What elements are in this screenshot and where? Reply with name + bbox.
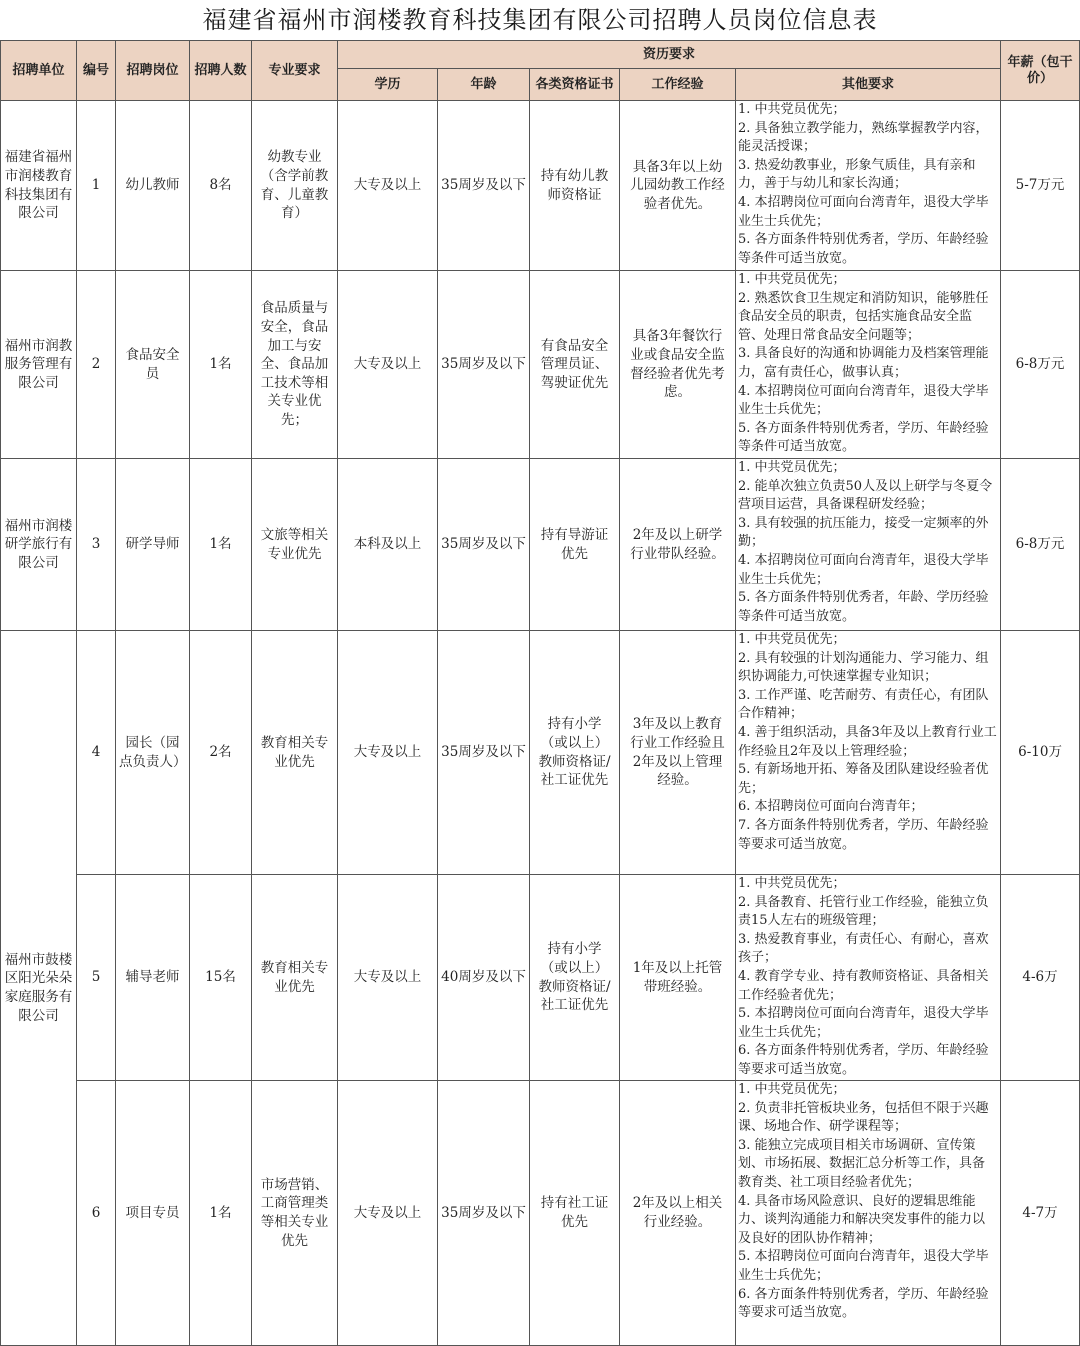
header-experience: 工作经验: [620, 69, 736, 101]
cell-certificate: 有食品安全管理员证、驾驶证优先: [530, 271, 620, 459]
cell-num: 1: [77, 101, 116, 271]
cell-position: 研学导师: [116, 459, 190, 631]
requirement-line: 4. 本招聘岗位可面向台湾青年，退役大学毕业生士兵优先；: [738, 383, 989, 418]
requirement-line: 6. 各方面条件特别优秀者，学历、年龄经验等要求可适当放宽。: [738, 1043, 989, 1077]
header-count: 招聘人数: [190, 41, 252, 101]
page-title: 福建省福州市润楼教育科技集团有限公司招聘人员岗位信息表: [202, 6, 878, 34]
cell-age: 35周岁及以下: [438, 101, 530, 271]
cell-count: 1名: [190, 459, 252, 631]
cell-age: 35周岁及以下: [438, 459, 530, 631]
requirement-line: 2. 具有较强的计划沟通能力、学习能力、组织协调能力,可快速掌握专业知识；: [738, 650, 989, 685]
table-row: [1, 271, 1080, 459]
cell-count: 8名: [190, 101, 252, 271]
requirement-line: 1. 中共党员优先；: [738, 460, 846, 475]
cell-count: 1名: [190, 271, 252, 459]
cell-salary: 5-7万元: [1001, 101, 1080, 271]
requirement-line: 2. 负责非托管板块业务，包括但不限于兴趣课、场地合作、研学课程等；: [738, 1100, 989, 1135]
requirement-line: 1. 中共党员优先；: [738, 102, 846, 117]
requirement-line: 6. 各方面条件特别优秀者，学历、年龄经验等要求可适当放宽。: [738, 1286, 989, 1321]
header-qualification-group: 资历要求: [338, 41, 1001, 69]
requirement-line: 3. 能独立完成项目相关市场调研、宣传策划、市场拓展、数据汇总分析等工作，具备教育类、社工项目经验者优先；: [738, 1137, 986, 1190]
cell-position: 辅导老师: [116, 875, 190, 1081]
header-num: 编号: [77, 41, 116, 101]
cell-salary: 6-10万: [1001, 631, 1080, 875]
cell-certificate: 持有小学（或以上）教师资格证/社工证优先: [530, 631, 620, 875]
requirement-line: 5. 各方面条件特别优秀者，学历、年龄经验等条件可适当放宽。: [738, 420, 989, 455]
cell-major: 幼教专业（含学前教育、儿童教育）: [252, 101, 338, 271]
cell-major: 教育相关专业优先: [252, 631, 338, 875]
cell-num: 5: [77, 875, 116, 1081]
cell-num: 4: [77, 631, 116, 875]
cell-other: [736, 101, 1001, 271]
cell-major: 文旅等相关专业优先: [252, 459, 338, 631]
requirement-line: 5. 各方面条件特别优秀者，学历、年龄经验等条件可适当放宽。: [738, 232, 989, 266]
cell-count: 15名: [190, 875, 252, 1081]
requirement-line: 4. 具备市场风险意识、良好的逻辑思维能力、谈判沟通能力和解决突发事件的能力以及良好的团队协作精神；: [738, 1193, 986, 1246]
table-row: [1, 101, 1080, 271]
cell-salary: 6-8万元: [1001, 271, 1080, 459]
cell-education: 大专及以上: [338, 101, 438, 271]
requirement-line: 4. 教育学专业、持有教师资格证、具备相关工作经验者优先；: [738, 968, 989, 1003]
cell-major: 市场营销、工商管理类等相关专业优先: [252, 1081, 338, 1346]
recruitment-table: [0, 40, 1080, 1346]
cell-education: 大专及以上: [338, 631, 438, 875]
cell-position: 幼儿教师: [116, 101, 190, 271]
requirement-line: 1. 中共党员优先；: [738, 632, 846, 647]
cell-major: 食品质量与安全，食品加工与安全、食品加工技术等相关专业优先；: [252, 271, 338, 459]
cell-experience: 3年及以上教育行业工作经验且2年及以上管理经验。: [620, 631, 736, 875]
cell-position: 园长（园点负责人）: [116, 631, 190, 875]
cell-education: 大专及以上: [338, 271, 438, 459]
requirement-line: 6. 本招聘岗位可面向台湾青年；: [738, 799, 924, 815]
cell-unit: 福州市润教服务管理有限公司: [1, 271, 77, 459]
cell-salary: 4-7万: [1001, 1081, 1080, 1346]
cell-age: 35周岁及以下: [438, 1081, 530, 1346]
requirement-line: 2. 熟悉饮食卫生规定和消防知识，能够胜任食品安全员的职责，包括实施食品安全监管、处理日常食品安全问题等；: [738, 290, 989, 343]
cell-certificate: 持有社工证优先: [530, 1081, 620, 1346]
cell-salary: 4-6万: [1001, 875, 1080, 1081]
requirement-line: 2. 能单次独立负责50人及以上研学与冬夏令营项目运营，具备课程研发经验；: [738, 478, 993, 513]
cell-position: 项目专员: [116, 1081, 190, 1346]
cell-age: 40周岁及以下: [438, 875, 530, 1081]
requirement-line: 7. 各方面条件特别优秀者，学历、年龄经验等要求可适当放宽。: [738, 817, 989, 852]
header-other: 其他要求: [736, 69, 1001, 101]
requirement-line: 2. 具备独立教学能力，熟练掌握教学内容，能灵活授课；: [738, 120, 989, 155]
cell-certificate: 持有幼儿教师资格证: [530, 101, 620, 271]
cell-education: 大专及以上: [338, 875, 438, 1081]
requirement-line: 1. 中共党员优先；: [738, 1082, 846, 1097]
requirement-line: 3. 具有较强的抗压能力，接受一定频率的外勤；: [738, 515, 989, 550]
cell-experience: 2年及以上相关行业经验。: [620, 1081, 736, 1346]
header-unit: 招聘单位: [1, 41, 77, 101]
cell-other: [736, 631, 1001, 875]
requirement-line: 4. 善于组织活动，具备3年及以上教育行业工作经验且2年及以上管理经验；: [738, 724, 997, 759]
cell-education: 大专及以上: [338, 1081, 438, 1346]
table-row: [1, 631, 1080, 875]
header-position: 招聘岗位: [116, 41, 190, 101]
table-row: [1, 1081, 1080, 1346]
requirement-line: 1. 中共党员优先；: [738, 272, 846, 287]
cell-count: 2名: [190, 631, 252, 875]
cell-certificate: 持有小学（或以上）教师资格证/社工证优先: [530, 875, 620, 1081]
requirement-line: 3. 热爱教育事业，有责任心、有耐心，喜欢孩子；: [738, 931, 989, 966]
cell-unit: 福州市鼓楼区阳光朵朵家庭服务有限公司: [1, 631, 77, 1346]
requirement-line: 1. 中共党员优先；: [738, 876, 846, 891]
cell-age: 35周岁及以下: [438, 271, 530, 459]
cell-position: 食品安全员: [116, 271, 190, 459]
cell-other: [736, 875, 1001, 1081]
requirement-line: 3. 热爱幼教事业，形象气质佳，具有亲和力，善于与幼儿和家长沟通；: [738, 157, 976, 192]
cell-unit: 福州市润楼研学旅行有限公司: [1, 459, 77, 631]
cell-certificate: 持有导游证优先: [530, 459, 620, 631]
cell-education: 本科及以上: [338, 459, 438, 631]
requirement-line: 4. 本招聘岗位可面向台湾青年，退役大学毕业生士兵优先；: [738, 552, 989, 587]
cell-num: 6: [77, 1081, 116, 1346]
cell-num: 3: [77, 459, 116, 631]
header-major: 专业要求: [252, 41, 338, 101]
cell-other: [736, 1081, 1001, 1346]
requirement-line: 3. 具备良好的沟通和协调能力及档案管理能力，富有责任心，做事认真；: [738, 346, 989, 380]
cell-age: 35周岁及以下: [438, 631, 530, 875]
cell-salary: 6-8万元: [1001, 459, 1080, 631]
table-row: [1, 459, 1080, 631]
requirement-line: 3. 工作严谨、吃苦耐劳、有责任心，有团队合作精神；: [738, 687, 989, 722]
cell-experience: 具备3年餐饮行业或食品安全监督经验者优先考虑。: [620, 271, 736, 459]
requirement-line: 4. 本招聘岗位可面向台湾青年，退役大学毕业生士兵优先；: [738, 194, 989, 229]
cell-other: [736, 271, 1001, 459]
header-age: 年龄: [438, 69, 530, 101]
requirement-line: 5. 本招聘岗位可面向台湾青年，退役大学毕业生士兵优先；: [738, 1249, 989, 1283]
requirement-line: 5. 有新场地开拓、筹备及团队建设经验者优先；: [738, 762, 989, 796]
requirement-line: 5. 本招聘岗位可面向台湾青年，退役大学毕业生士兵优先；: [738, 1006, 989, 1040]
cell-experience: 1年及以上托管带班经验。: [620, 875, 736, 1081]
table-body: [1, 101, 1080, 1346]
requirement-line: 5. 各方面条件特别优秀者，年龄、学历经验等条件可适当放宽。: [738, 590, 989, 624]
cell-other: [736, 459, 1001, 631]
table-row: [1, 875, 1080, 1081]
header-salary: 年薪（包干价）: [1001, 41, 1080, 101]
cell-experience: 具备3年以上幼儿园幼教工作经验者优先。: [620, 101, 736, 271]
requirement-line: 2. 具备教育、托管行业工作经验，能独立负责15人左右的班级管理；: [738, 894, 989, 929]
header-education: 学历: [338, 69, 438, 101]
cell-major: 教育相关专业优先: [252, 875, 338, 1081]
cell-count: 1名: [190, 1081, 252, 1346]
cell-experience: 2年及以上研学行业带队经验。: [620, 459, 736, 631]
cell-unit: 福建省福州市润楼教育科技集团有限公司: [1, 101, 77, 271]
cell-num: 2: [77, 271, 116, 459]
header-certificate: 各类资格证书: [530, 69, 620, 101]
